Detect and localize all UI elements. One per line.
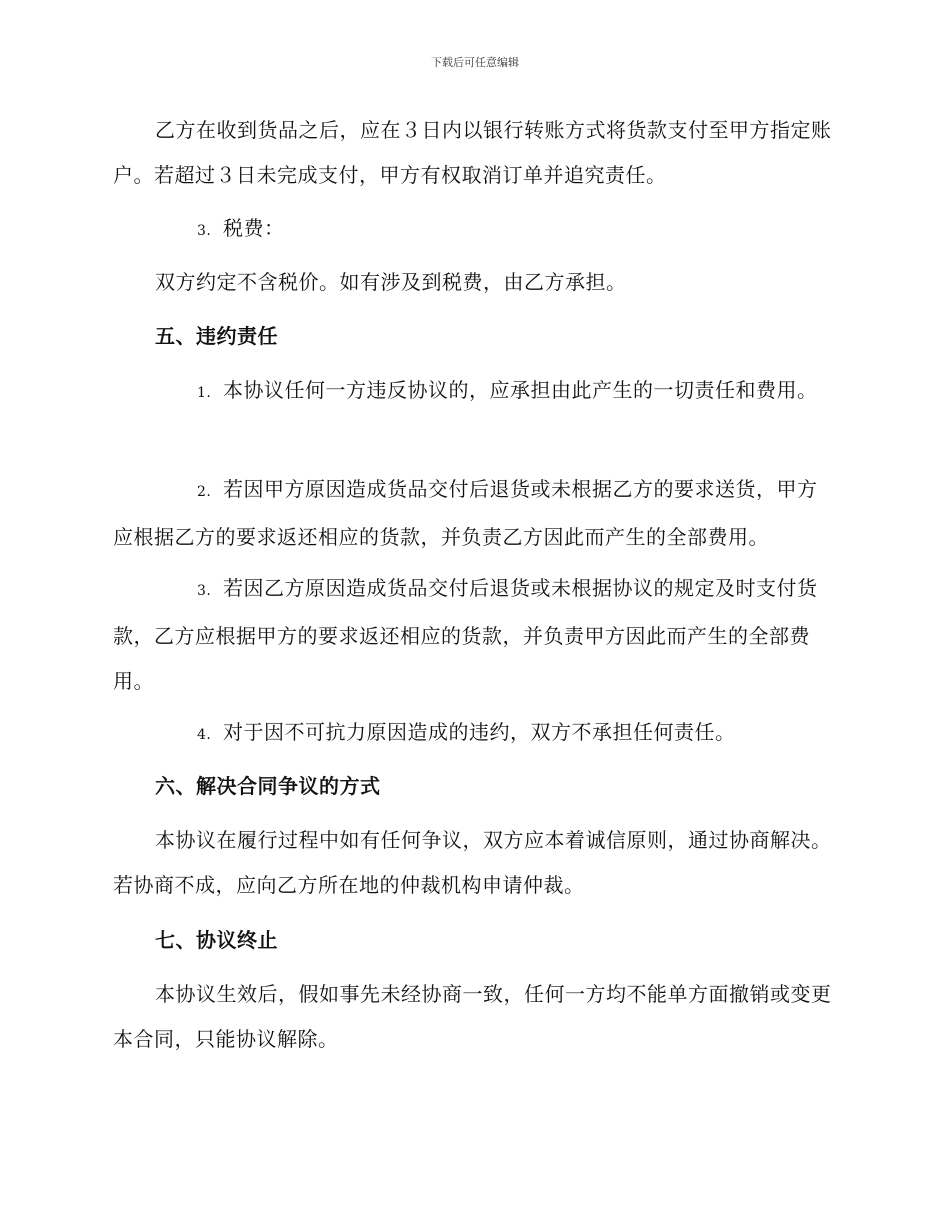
termination-paragraph: 本协议生效后，假如事先未经协商一致，任何一方均不能单方面撤销或变更本合同，只能协议解除。 [113, 982, 832, 1051]
section-heading-7: 七、协议终止 [155, 928, 278, 952]
section-heading-6: 六、解决合同争议的方式 [155, 774, 381, 798]
tax-item-number: 3. [197, 223, 212, 239]
breach-item-4-number: 4. [197, 727, 212, 743]
breach-item-2-text: 若因甲方原因造成货品交付后退货或未根据乙方的要求送货，甲方应根据乙方的要求返还相应的货款，并负责乙方因此而产生的全部费用。 [113, 477, 818, 549]
dispute-paragraph: 本协议在履行过程中如有任何争议，双方应本着诚信原则，通过协商解决。若协商不成，应向乙方所在地的仲裁机构申请仲裁。 [113, 828, 832, 897]
payment-paragraph: 乙方在收到货品之后，应在３日内以银行转账方式将货款支付至甲方指定账户。若超过３日未完成支付，甲方有权取消订单并追究责任。 [113, 118, 832, 187]
breach-item-3-text: 若因乙方原因造成货品交付后退货或未根据协议的规定及时支付货款，乙方应根据甲方的要求返还相应的货款，并负责甲方因此而产生的全部费用。 [113, 576, 818, 693]
breach-item-3-number: 3. [197, 583, 212, 599]
tax-paragraph: 双方约定不含税价。如有涉及到税费，由乙方承担。 [155, 270, 627, 294]
page-header: 下载后可任意编辑 [431, 56, 519, 69]
tax-item [113, 206, 833, 254]
breach-item-3 [113, 566, 833, 704]
tax-item-label: 税费： [223, 216, 285, 240]
breach-item-4-text: 对于因不可抗力原因造成的违约，双方不承担任何责任。 [223, 720, 736, 744]
breach-item-4 [113, 710, 833, 758]
breach-item-1 [113, 368, 833, 416]
section-heading-5: 五、违约责任 [155, 324, 278, 348]
breach-item-2-number: 2. [197, 484, 212, 500]
breach-item-1-text: 本协议任何一方违反协议的，应承担由此产生的一切责任和费用。 [223, 378, 818, 402]
breach-item-1-number: 1. [197, 385, 212, 401]
breach-item-2 [113, 467, 833, 560]
